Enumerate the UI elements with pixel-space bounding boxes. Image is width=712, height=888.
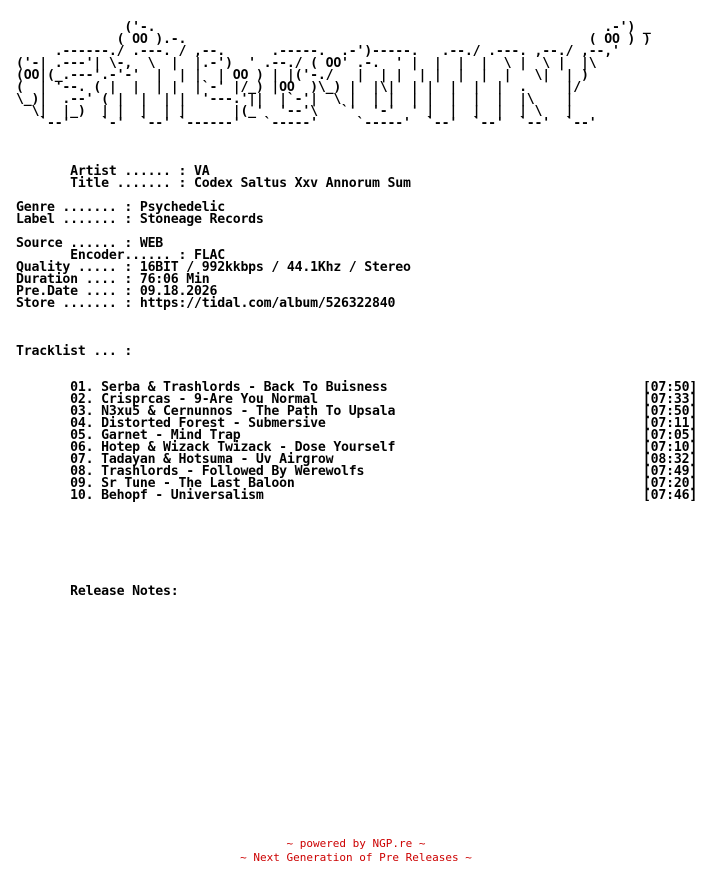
- footer-tagline: ~ Next Generation of Pre Releases ~: [240, 851, 472, 864]
- footer-powered-by: ~ powered by NGP.re ~: [286, 837, 426, 850]
- nfo-text: ('-. .-') _ ( OO ).-. ( OO ) ) .------./ .---. / ,--. .-----. .-')-----. .--./ .---. ,--./ ,--,' ('-| .---'| \-, \ | |.-') ' .--./ ( OO' .-. ' | | | | \ | \ | |\ (OO|(_.---'.-'-' | | | | OO ) | |('-./ | | | | | | | | \| | ) ( | '--. ( | | | | |`-' |/_) |OO )\_) | |\| | | | | | . |/ \_)| .--' ( | | | | '---.'|| |`-'| \ | | | | | | | | |\ | \| |_) | | | | | |(_' '--'\ `' '-' ' | | | | | \ | `--' `-' `--' `------' `-----' `-----' `--' `--' `--' `--' Artist ...... : VA Title ....... : Codex Saltus Xxv Annorum Sum Genre ....... : Psychedelic Label ....... : Stoneage Records Source ...... : WEB Encoder...... : FLAC Quality ..... : 16BIT / 992kkbps / 44.1Khz / Stereo Duration .... : 76:06 Min Pre.Date .... : 09.18.2026 Store ....... : https://tidal.com/album/526322840 Tracklist ... : 01. Serba & Trashlords - Back To Buisness [07:50] 02. Crisprcas - 9-Are You Normal [07:33] 03. N3xu5 & Cernunnos - The Path To Upsala [07:50] 04. Distorted Forest - Submersive [07:11] 05. Garnet - Mind Trap [07:05] 06. Hotep & Wizack Twizack - Dose Yourself [07:10] 07. Tadayan & Hotsuma - Uv Airgrow [08:32] 08. Trashlords - Followed By Werewolfs [07:49] 09. Sr Tune - The Last Baloon [07:20] 10. Behopf - Universalism [07:46] Release Notes:: [16, 20, 698, 599]
